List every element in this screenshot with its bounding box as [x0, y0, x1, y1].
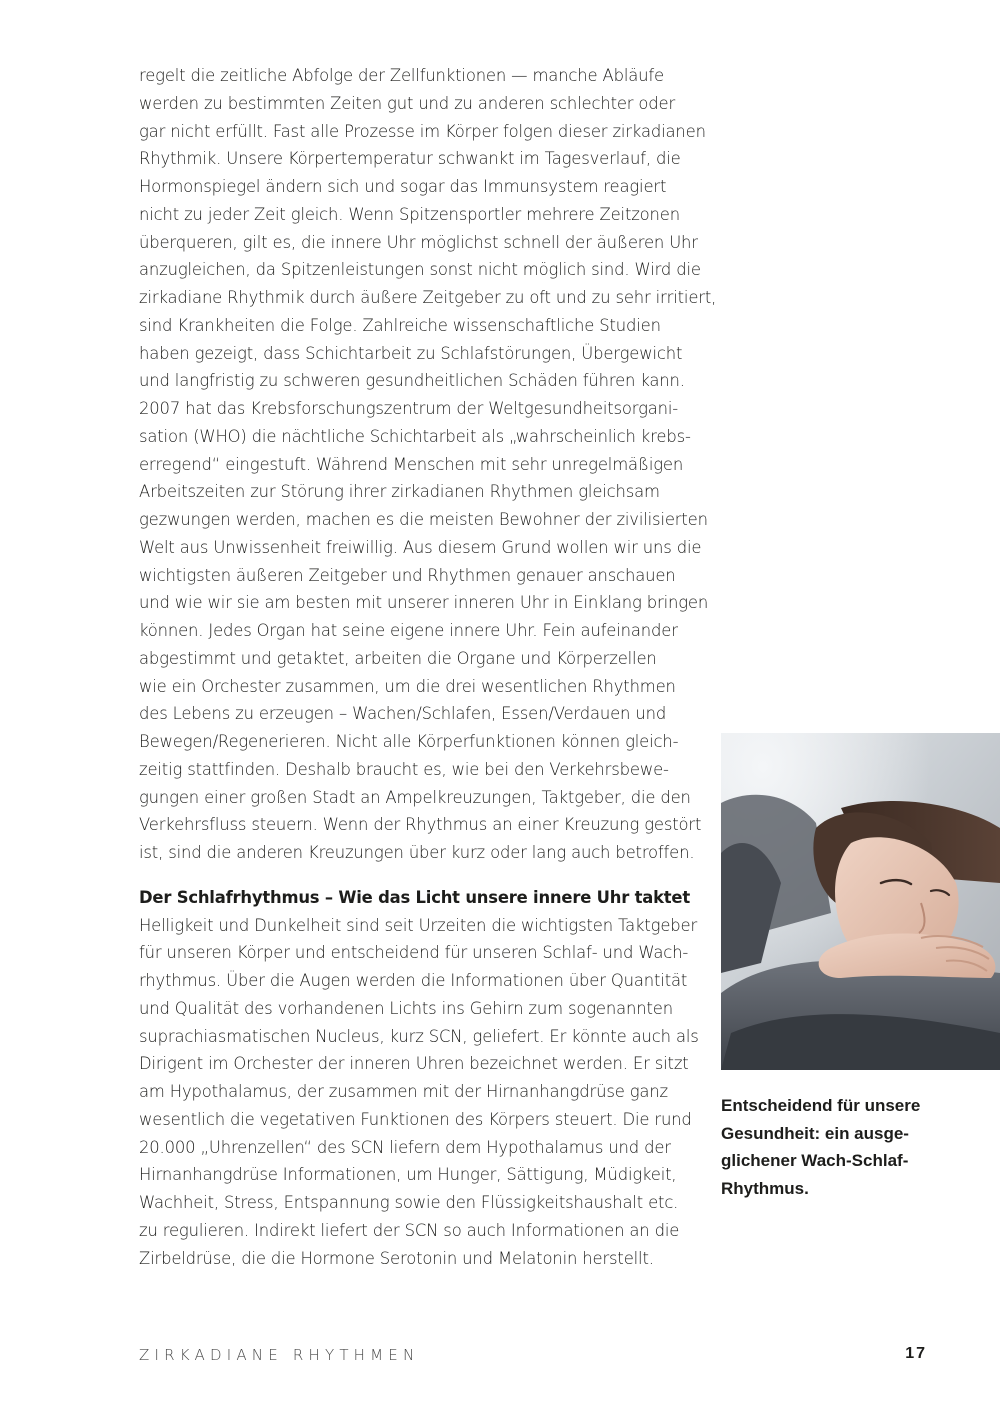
text-line: werden zu bestimmten Zeiten gut und zu anderen schlechter oder	[139, 93, 676, 113]
text-line: ist, sind die anderen Kreuzungen über kurz oder lang auch betroffen.	[139, 843, 695, 862]
text-line: Zirbeldrüse, die die Hormone Serotonin und Melatonin herstellt.	[139, 1248, 654, 1268]
text-line: wichtigsten äußeren Zeitgeber und Rhythmen genauer anschauen	[139, 565, 676, 585]
text-line: Wachheit, Stress, Entspannung sowie den Flüssigkeitshaushalt etc.	[139, 1193, 679, 1212]
text-line: abgestimmt und getaktet, arbeiten die Organe und Körperzellen	[139, 648, 657, 668]
text-line: überqueren, gilt es, die innere Uhr möglichst schnell der äußeren Uhr	[139, 232, 698, 252]
text-line: Dirigent im Orchester der inneren Uhren bezeichnet werden. Er sitzt	[139, 1054, 689, 1074]
text-line: gungen einer großen Stadt an Ampelkreuzungen, Taktgeber, die den	[139, 787, 691, 807]
text-line: Welt aus Unwissenheit freiwillig. Aus diesem Grund wollen wir uns die	[139, 537, 702, 557]
photo-illustration	[721, 733, 1000, 1070]
text-line: suprachiasmatischen Nucleus, kurz SCN, geliefert. Er könnte auch als	[139, 1026, 699, 1046]
caption-line: glichener Wach-Schlaf-	[721, 1151, 909, 1170]
text-line: sind Krankheiten die Folge. Zahlreiche wissenschaftliche Studien	[139, 315, 661, 335]
photo-caption	[721, 1092, 981, 1202]
text-line: 2007 hat das Krebsforschungszentrum der Weltgesundheitsorgani-	[139, 399, 679, 418]
text-line: und Qualität des vorhandenen Lichts ins Gehirn zum sogenannten	[139, 998, 673, 1018]
section-subheading: Der Schlafrhythmus – Wie das Licht unsere innere Uhr taktet	[139, 887, 690, 907]
text-line: haben gezeigt, dass Schichtarbeit zu Schlafstörungen, Übergewicht	[139, 343, 683, 363]
text-line: Arbeitszeiten zur Störung ihrer zirkadianen Rhythmen gleichsam	[139, 482, 660, 502]
footer-section-title: ZIRKADIANE RHYTHMEN	[139, 1346, 420, 1364]
text-line: Hormonspiegel ändern sich und sogar das Immunsystem reagiert	[139, 177, 667, 196]
text-line: Helligkeit und Dunkelheit sind seit Urzeiten die wichtigsten Taktgeber	[139, 915, 698, 935]
text-line: gezwungen werden, machen es die meisten Bewohner der zivilisierten	[139, 510, 708, 529]
text-line: Verkehrsfluss steuern. Wenn der Rhythmus an einer Kreuzung gestört	[139, 815, 702, 835]
article-body	[139, 62, 717, 1272]
caption-line: Entscheidend für unsere	[721, 1096, 921, 1115]
text-line: und wie wir sie am besten mit unserer inneren Uhr in Einklang bringen	[139, 593, 709, 613]
text-line: für unseren Körper und entscheidend für unseren Schlaf- und Wach-	[139, 943, 689, 963]
text-line: anzugleichen, da Spitzenleistungen sonst nicht möglich sind. Wird die	[139, 260, 701, 280]
text-line: wesentlich die vegetativen Funktionen des Körpers steuert. Die rund	[139, 1109, 692, 1129]
text-line: zeitig stattfinden. Deshalb braucht es, wie bei den Verkehrsbewe-	[139, 759, 669, 779]
text-line: erregend“ eingestuft. Während Menschen mit sehr unregelmäßigen	[139, 454, 684, 474]
body-paragraph-2	[139, 912, 709, 1273]
text-line: zu regulieren. Indirekt liefert der SCN so auch Informationen an die	[139, 1220, 680, 1240]
text-line: nicht zu jeder Zeit gleich. Wenn Spitzensportler mehrere Zeitzonen	[139, 204, 680, 224]
text-line: Bewegen/Regenerieren. Nicht alle Körperfunktionen können gleich-	[139, 732, 679, 751]
text-line: können. Jedes Organ hat seine eigene innere Uhr. Fein aufeinander	[139, 621, 678, 640]
text-line: gar nicht erfüllt. Fast alle Prozesse im Körper folgen dieser zirkadianen	[139, 121, 706, 141]
text-line: Rhythmik. Unsere Körpertemperatur schwankt im Tagesverlauf, die	[139, 149, 681, 169]
text-line: am Hypothalamus, der zusammen mit der Hirnanhangdrüse ganz	[139, 1082, 669, 1101]
page-number: 17	[905, 1345, 927, 1362]
text-line: wie ein Orchester zusammen, um die drei wesentlichen Rhythmen	[139, 676, 676, 696]
text-line: 20.000 „Uhrenzellen“ des SCN liefern dem Hypothalamus und der	[139, 1137, 671, 1157]
text-line: Hirnanhangdrüse Informationen, um Hunger, Sättigung, Müdigkeit,	[139, 1165, 677, 1185]
caption-line: Rhythmus.	[721, 1178, 809, 1198]
caption-line: Gesundheit: ein ausge-	[721, 1123, 909, 1143]
text-line: regelt die zeitliche Abfolge der Zellfunktionen — manche Abläufe	[139, 66, 664, 85]
text-line: des Lebens zu erzeugen – Wachen/Schlafen, Essen/Verdauen und	[139, 704, 667, 724]
sleeping-woman-photo	[721, 733, 1000, 1070]
text-line: sation (WHO) die nächtliche Schichtarbeit als „wahrscheinlich krebs-	[139, 426, 691, 446]
text-line: und langfristig zu schweren gesundheitlichen Schäden führen kann.	[139, 371, 685, 391]
text-line: rhythmus. Über die Augen werden die Informationen über Quantität	[139, 971, 688, 990]
body-paragraph-1	[139, 62, 717, 867]
text-line: zirkadiane Rhythmik durch äußere Zeitgeber zu oft und zu sehr irritiert,	[139, 288, 717, 307]
